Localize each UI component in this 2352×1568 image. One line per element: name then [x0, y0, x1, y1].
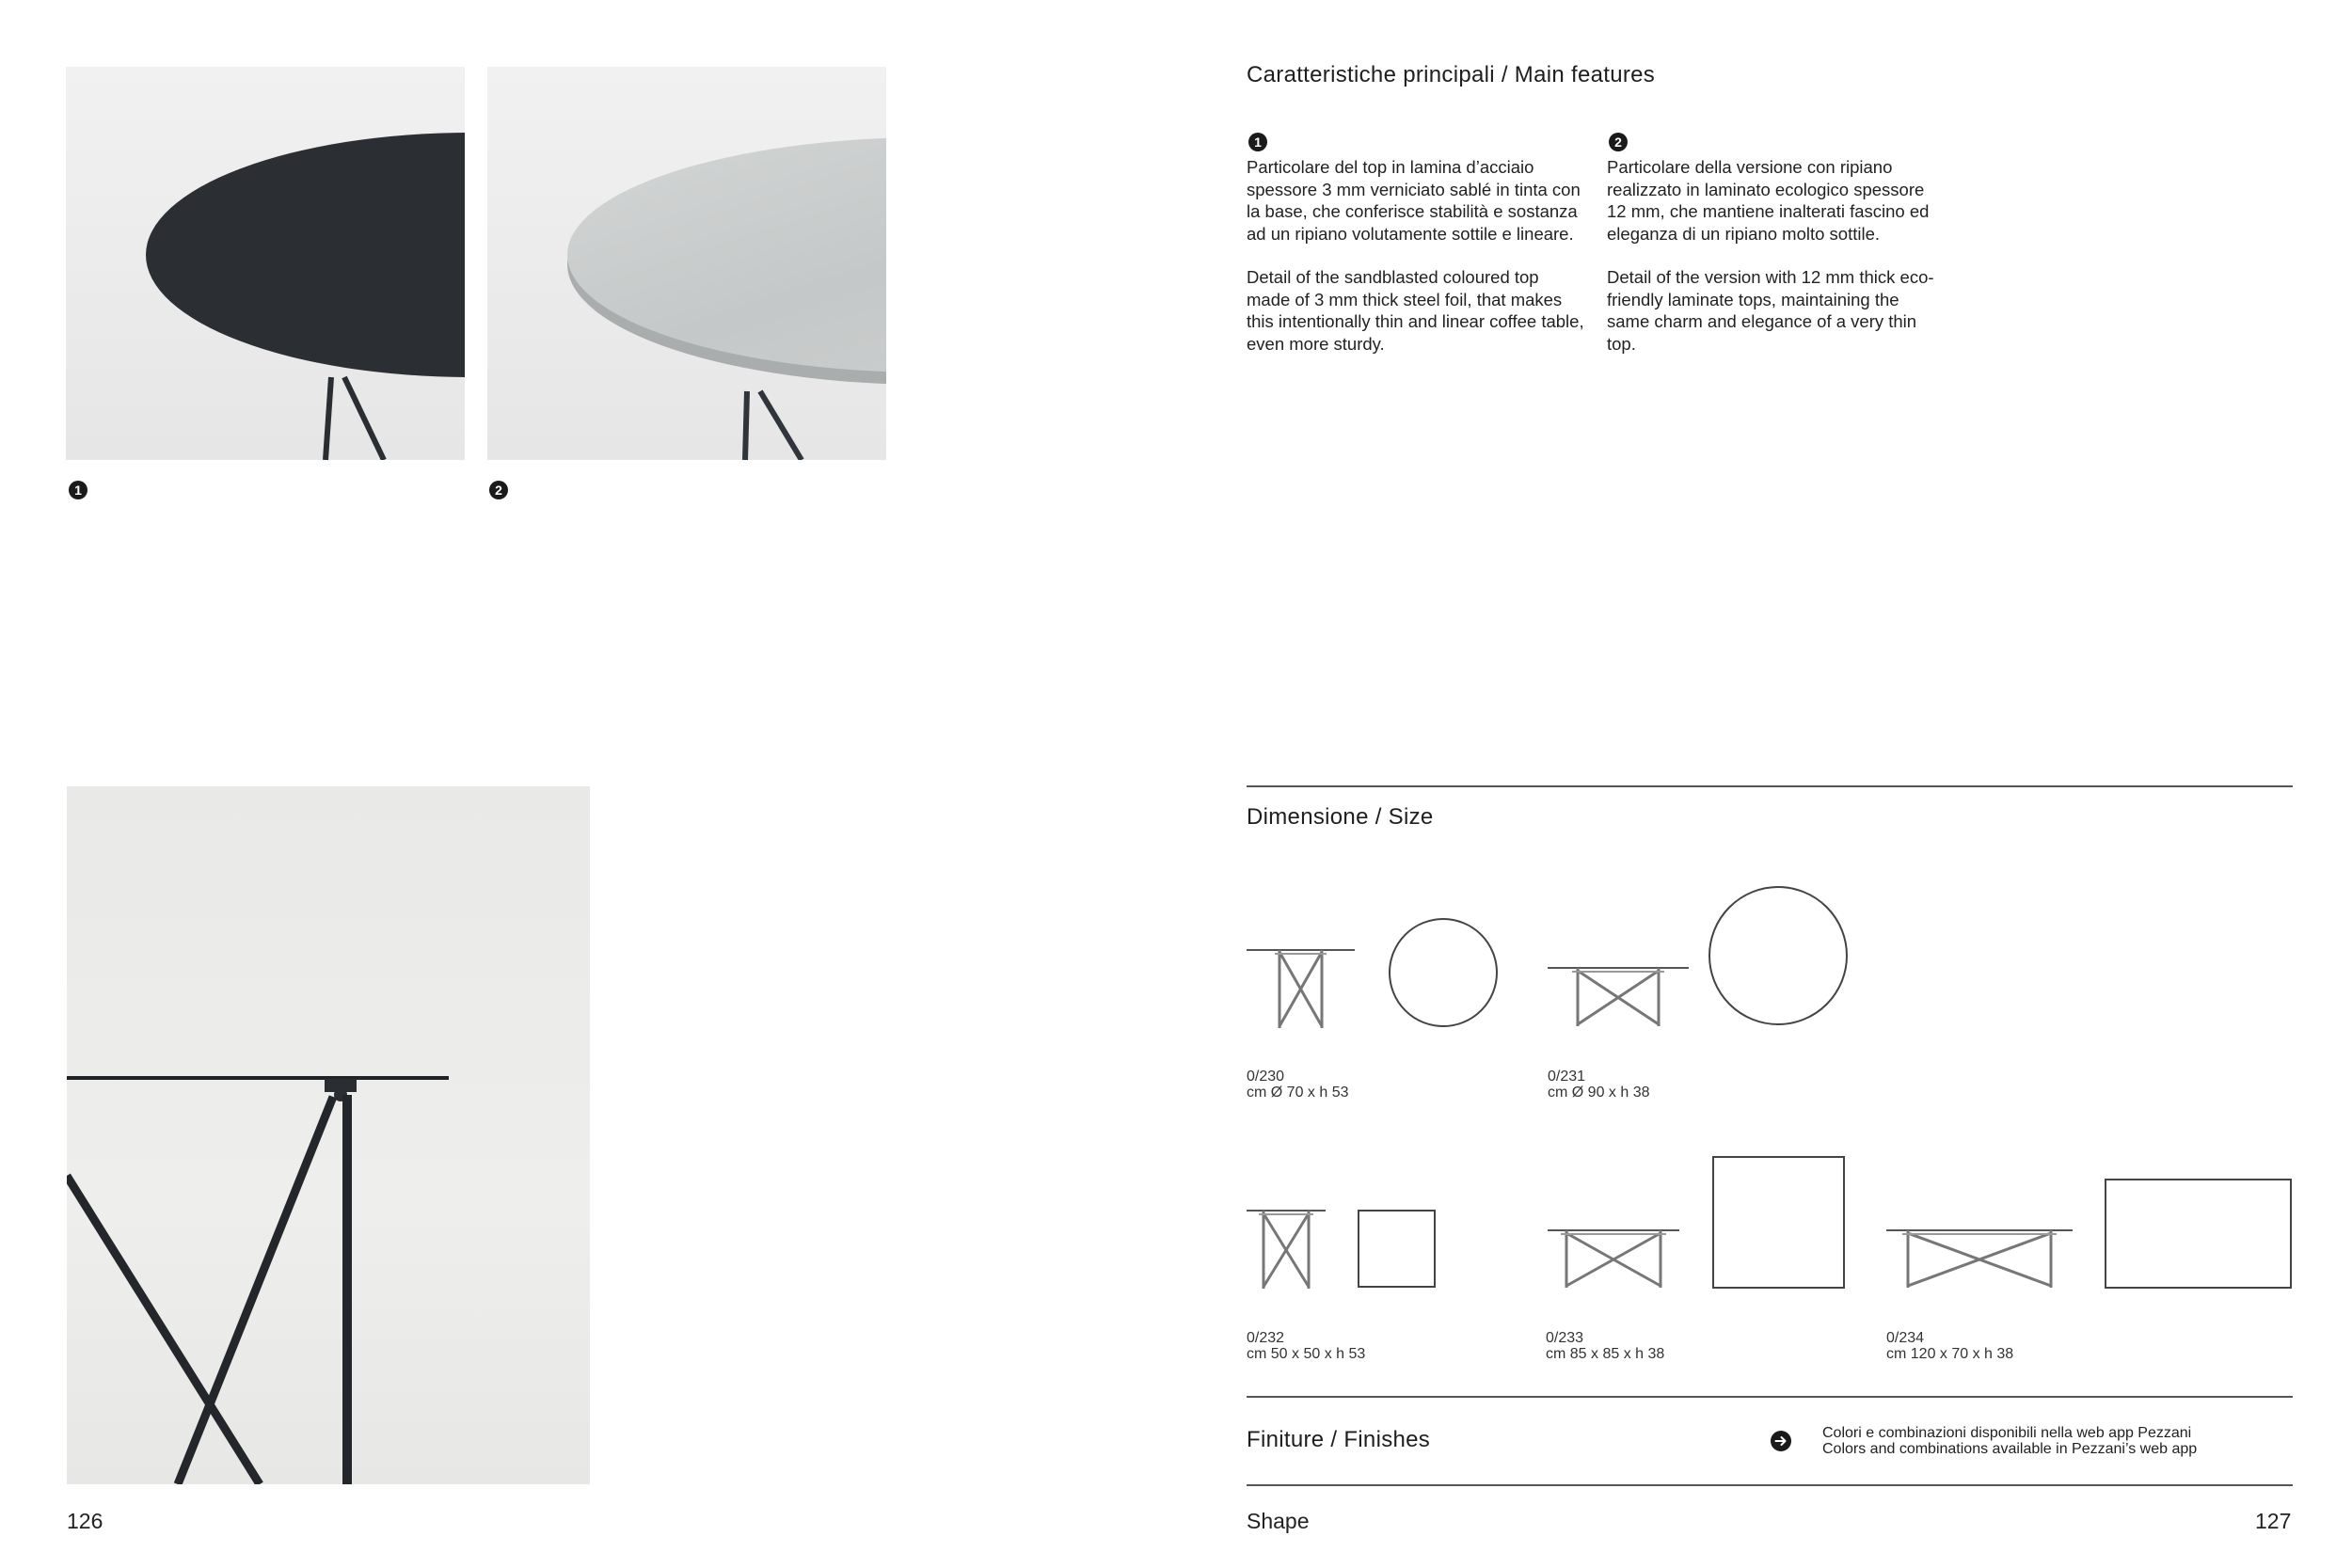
- model-0-231: [1548, 1069, 1650, 1101]
- model-dimensions: cm Ø 70 x h 53: [1247, 1085, 1349, 1101]
- finishes-top-divider: [1247, 1396, 2293, 1398]
- finishes-info: [1822, 1425, 2197, 1457]
- drawing-0-234: [1886, 1176, 2293, 1293]
- feature-1-italian: Particolare del top in lamina d’acciaio spessore 3 mm verniciato sablé in tinta con la base, che conferisce stabilità e sostanza ad un ripiano volutamente sottile e lineare.: [1247, 157, 1581, 244]
- photo-detail-laminate-top: [487, 67, 886, 460]
- model-0-233: [1546, 1330, 1664, 1362]
- model-0-234: [1886, 1330, 2013, 1362]
- feature-1-english: Detail of the sandblasted coloured top made of 3 mm thick steel foil, that makes this intentionally thin and linear coffee table, even more sturdy.: [1247, 267, 1584, 354]
- left-page-number: 126: [67, 1509, 103, 1533]
- side-view-image: [67, 786, 590, 1484]
- photo-side-view: [67, 786, 590, 1484]
- model-0-232: [1247, 1330, 1365, 1362]
- size-heading: Dimensione / Size: [1247, 804, 1434, 830]
- model-0-230: [1247, 1069, 1349, 1101]
- drawing-0-233: [1548, 1155, 1858, 1291]
- model-code: 0/231: [1548, 1069, 1586, 1085]
- feature-2-english: Detail of the version with 12 mm thick eco-friendly laminate tops, maintaining the same charm and elegance of a very thin top.: [1607, 267, 1934, 354]
- photo-detail-steel-top: [66, 67, 465, 460]
- size-top-divider: [1247, 785, 2293, 787]
- model-dimensions: cm 50 x 50 x h 53: [1247, 1346, 1366, 1362]
- feature-2-italian: Particolare della versione con ripiano realizzato in laminato ecologico spessore 12 mm, che mantiene inalterati fascino ed eleganza di un ripiano molto sottile.: [1607, 157, 1930, 244]
- model-code: 0/233: [1546, 1330, 1584, 1346]
- features-heading: Caratteristiche principali / Main features: [1247, 62, 1656, 87]
- drawing-0-232: [1247, 1204, 1444, 1298]
- steel-top-image: [66, 67, 465, 460]
- feature-2-text: [1607, 156, 1946, 376]
- model-code: 0/232: [1247, 1330, 1285, 1346]
- laminate-top-image: [487, 67, 886, 460]
- footer-divider: [1247, 1484, 2293, 1486]
- drawing-0-231: [1548, 884, 1863, 1035]
- right-page-number: 127: [2255, 1509, 2292, 1533]
- model-dimensions: cm 85 x 85 x h 38: [1546, 1346, 1665, 1362]
- detail-marker-1: 1: [69, 481, 87, 499]
- finishes-heading: Finiture / Finishes: [1247, 1427, 1431, 1452]
- finishes-line-italian: Colori e combinazioni disponibili nella web app Pezzani: [1822, 1425, 2192, 1441]
- finishes-line-english: Colors and combinations available in Pezzani’s web app: [1822, 1441, 2198, 1457]
- feature-marker-2: 2: [1609, 133, 1628, 151]
- product-name: Shape: [1247, 1509, 1310, 1533]
- feature-marker-1: 1: [1248, 133, 1267, 151]
- model-dimensions: cm Ø 90 x h 38: [1548, 1085, 1650, 1101]
- feature-1-text: [1247, 156, 1585, 376]
- model-code: 0/234: [1886, 1330, 1925, 1346]
- model-dimensions: cm 120 x 70 x h 38: [1886, 1346, 2014, 1362]
- arrow-right-circle-icon[interactable]: [1771, 1431, 1791, 1451]
- detail-marker-2: 2: [489, 481, 508, 499]
- drawing-0-230: [1247, 912, 1501, 1035]
- model-code: 0/230: [1247, 1069, 1285, 1085]
